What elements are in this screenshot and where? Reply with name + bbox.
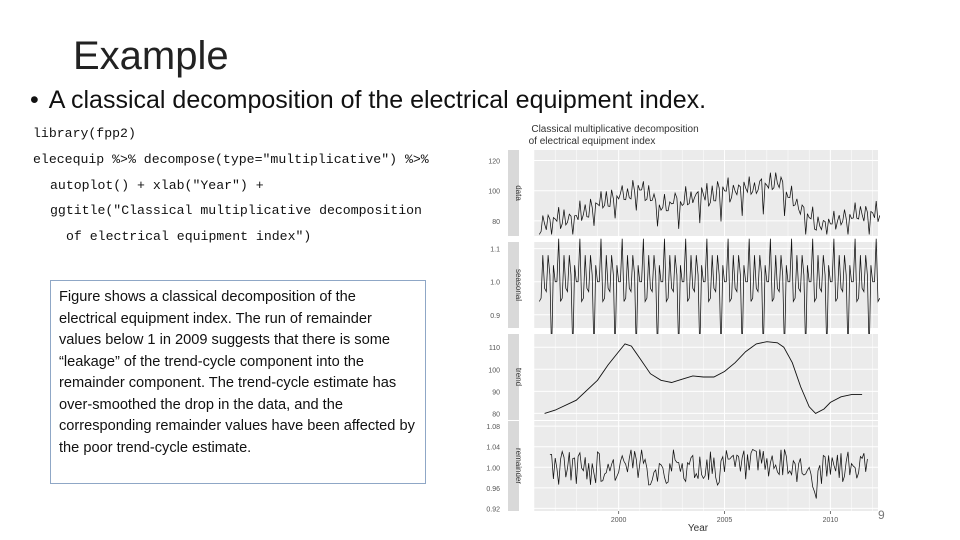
y-tick-label: 120: [488, 158, 500, 166]
y-tick-label: 1.04: [486, 444, 500, 452]
code-line-4: ggtitle("Classical multiplicative decomposition: [50, 203, 422, 218]
y-tick-label: 110: [488, 345, 500, 353]
panel-data: [488, 150, 879, 236]
bullet-point: [30, 86, 706, 115]
y-tick-label: 100: [488, 188, 500, 196]
code-line-5: of electrical equipment index"): [66, 229, 312, 244]
panel-strip-label: seasonal: [514, 268, 523, 302]
y-tick-label: 80: [492, 218, 500, 226]
panel-strip-label: remainder: [514, 447, 523, 485]
bullet-dot-icon: •: [30, 86, 39, 114]
code-line-3: autoplot() + xlab("Year") +: [50, 178, 264, 193]
x-axis: [611, 511, 838, 524]
chart-panels: [486, 150, 879, 513]
chart-subtitle: of electrical equipment index: [528, 136, 656, 147]
y-tick-label: 0.92: [486, 506, 500, 514]
x-axis-label: Year: [687, 523, 709, 534]
y-tick-label: 1.08: [486, 424, 500, 432]
y-tick-label: 1.1: [490, 246, 500, 254]
code-line-2: elecequip %>% decompose(type="multiplicative") %>%: [33, 152, 429, 167]
x-tick-label: 2000: [610, 517, 627, 524]
panel-strip-label: data: [514, 185, 523, 201]
explanation-text-box: Figure shows a classical decomposition of the electrical equipment index. The run of remainder values below 1 in 2009 suggests that there is some “leakage” of the trend-cycle component into the remainder component. The trend-cycle estimate has over-smoothed the drop in the data, and the corresponding remainder values have been affected by the poor trend-cycle estimate.: [50, 280, 426, 484]
code-line-1: library(fpp2): [33, 126, 136, 141]
decomposition-chart: [470, 118, 880, 538]
panel-trend: [488, 334, 878, 420]
panel-remainder: [486, 421, 878, 513]
x-tick-label: 2005: [716, 517, 733, 524]
slide-title: Example: [73, 34, 229, 78]
panel-strip-label: trend: [514, 367, 523, 387]
y-tick-label: 0.9: [490, 312, 500, 320]
y-tick-label: 1.0: [490, 279, 500, 287]
y-tick-label: 80: [492, 411, 500, 419]
chart-title: Classical multiplicative decomposition: [531, 124, 699, 135]
y-tick-label: 0.96: [486, 485, 500, 493]
page-number: 9: [878, 508, 885, 522]
y-tick-label: 90: [492, 389, 500, 397]
y-tick-label: 100: [488, 367, 500, 375]
y-tick-label: 1.00: [486, 465, 500, 473]
x-tick-label: 2010: [822, 517, 839, 524]
bullet-text: A classical decomposition of the electrical equipment index.: [48, 86, 707, 114]
